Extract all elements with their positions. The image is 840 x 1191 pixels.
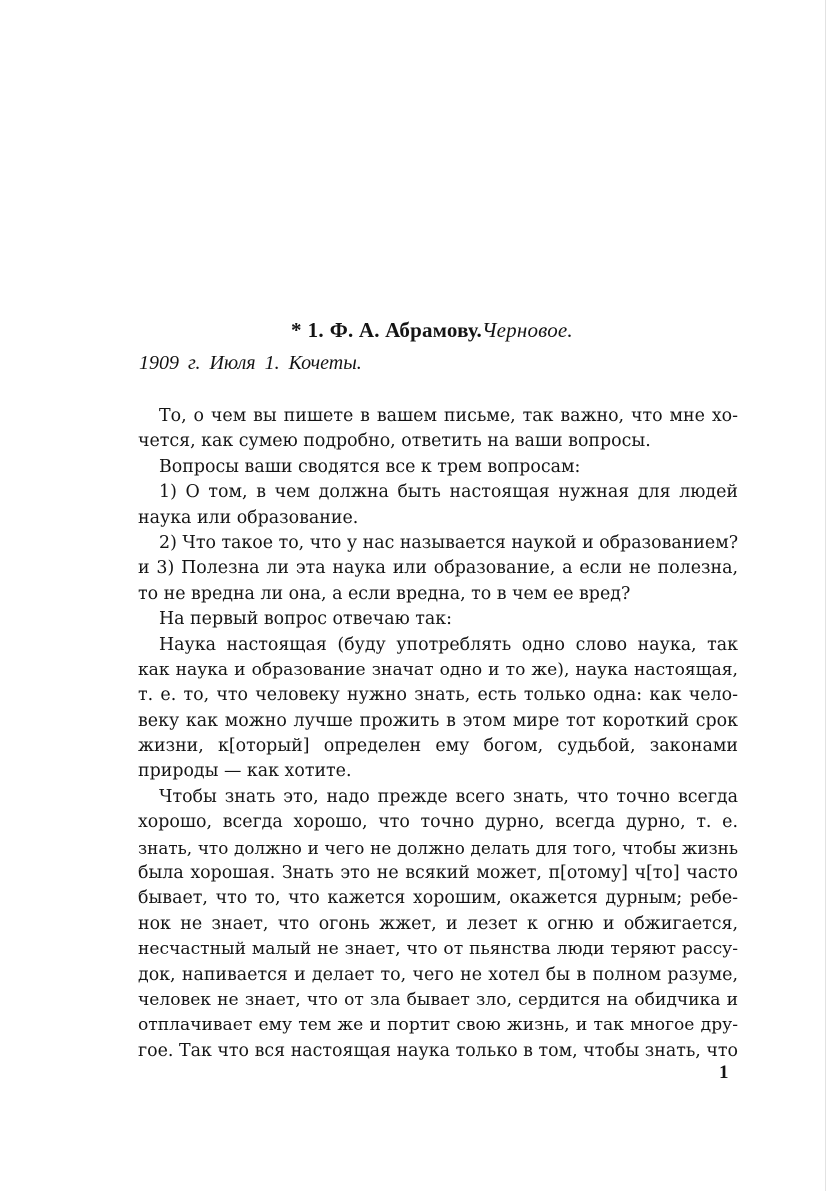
body-line: 1) О том, в чем должна быть настоящая нужная для людей bbox=[159, 482, 738, 503]
body-line: веку как можно лучше прожить в этом мире тот короткий срок bbox=[138, 710, 738, 731]
letter-addressee: Ф. А. Абрамову. bbox=[329, 318, 482, 342]
body-line: Наука настоящая (буду употреблять одно слово наука, так bbox=[159, 634, 738, 655]
letter-dateline: 1909 г. Июля 1. Кочеты. bbox=[139, 352, 362, 374]
body-line: наука или образование. bbox=[138, 507, 359, 528]
body-line: т. е. то, что человеку нужно знать, есть только одна: как чело- bbox=[138, 685, 738, 706]
body-line: нок не знает, что огонь жжет, и лезет к огню и обжигается, bbox=[138, 913, 738, 934]
body-line: была хорошая. Знать это не всякий может, п[отому] ч[то] часто bbox=[138, 863, 738, 884]
body-line: знать, что должно и чего не должно делать для того, чтобы жизнь bbox=[138, 837, 738, 858]
body-line: То, о чем вы пишете в вашем письме, так важно, что мне хо- bbox=[159, 406, 738, 426]
draft-note: Черновое. bbox=[481, 318, 573, 342]
body-line: несчастный малый не знает, что от пьянства люди теряют рассу- bbox=[138, 939, 738, 960]
body-line: Вопросы ваши сводятся все к трем вопросам: bbox=[159, 456, 581, 477]
body-line: как наука и образование значат одно и то же), наука настоящая, bbox=[138, 659, 738, 680]
body-line: отплачивает ему тем же и портит свою жизнь, и так многое дру- bbox=[138, 1015, 738, 1036]
letter-body bbox=[138, 404, 738, 1064]
body-line: жизни, к[оторый] определен ему богом, судьбой, законами bbox=[138, 736, 738, 757]
page-edge-shadow bbox=[825, 0, 826, 1191]
page-number: 1 bbox=[719, 1062, 729, 1083]
body-line: и 3) Полезна ли эта наука или образование, а если не полезна, bbox=[138, 558, 738, 579]
body-line: док, напивается и делает то, чего не хотел бы в полном разуме, bbox=[138, 964, 738, 985]
letter-heading bbox=[291, 318, 573, 343]
body-line: человек не знает, что от зла бывает зло, сердится на обидчика и bbox=[138, 989, 738, 1010]
heading-star: * bbox=[291, 318, 302, 342]
body-line: чется, как сумею подробно, ответить на ваши вопросы. bbox=[138, 431, 651, 452]
body-line: гое. Так что вся настоящая наука только в том, чтобы знать, что bbox=[138, 1040, 738, 1061]
body-line: Чтобы знать это, надо прежде всего знать, что точно всегда bbox=[159, 786, 738, 807]
body-line: бывает, что то, что кажется хорошим, окажется дурным; ребе- bbox=[138, 888, 738, 909]
body-line: то не вредна ли она, а если вредна, то в чем ее вред? bbox=[138, 583, 631, 604]
body-line: На первый вопрос отвечаю так: bbox=[159, 609, 452, 630]
body-line: 2) Что такое то, что у нас называется наукой и образованием? bbox=[159, 532, 739, 553]
body-line: природы — как хотите. bbox=[138, 761, 352, 782]
letter-number: 1. bbox=[307, 318, 324, 342]
body-line: хорошо, всегда хорошо, что точно дурно, всегда дурно, т. е. bbox=[138, 812, 738, 833]
